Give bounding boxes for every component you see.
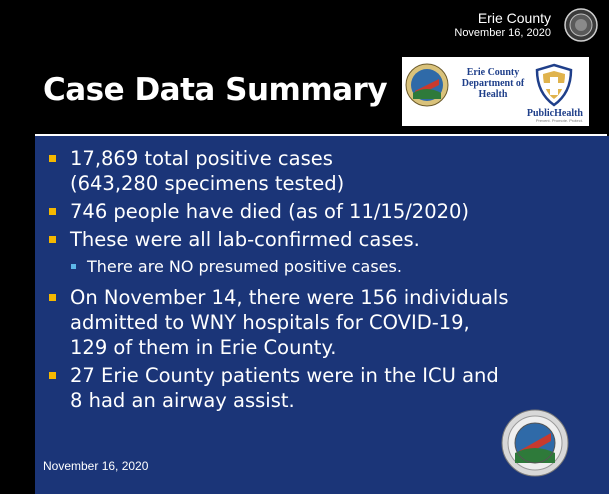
bullet-marker	[49, 208, 56, 215]
health-shield-icon	[534, 63, 574, 107]
bullet-lab-confirmed	[35, 227, 508, 252]
public-health-tagline: Prevent. Promote. Protect.	[535, 118, 583, 123]
bullet-marker	[49, 236, 56, 243]
dept-name: Erie County Department of Health	[461, 67, 525, 100]
bullet-text: These were all lab-confirmed cases.	[70, 228, 420, 251]
public-health-label: PublicHealth	[526, 108, 583, 119]
bullet-text: There are NO presumed positive cases.	[87, 257, 402, 276]
sub-bullet-presumed	[35, 256, 508, 278]
bullet-marker	[49, 294, 56, 301]
org-name: Erie County	[477, 10, 551, 26]
bullet-marker	[49, 155, 56, 162]
header-org	[454, 10, 551, 40]
sub-bullet-marker	[71, 264, 76, 269]
bullet-total-cases	[35, 146, 508, 196]
county-seal-icon	[405, 63, 449, 107]
bullet-text: 27 Erie County patients were in the ICU and 8 had an airway assist.	[70, 364, 499, 412]
bullet-icu	[35, 363, 508, 413]
bullet-marker	[49, 372, 56, 379]
header-date: November 16, 2020	[454, 27, 551, 39]
slide-title: Case Data Summary	[43, 72, 388, 108]
bullet-deaths	[35, 199, 508, 224]
county-seal-icon	[501, 409, 569, 477]
content-panel	[35, 136, 609, 494]
bullet-text: 17,869 total positive cases (643,280 specimens tested)	[70, 147, 345, 195]
bullet-text: 746 people have died (as of 11/15/2020)	[70, 200, 470, 223]
footer-date: November 16, 2020	[43, 459, 149, 473]
bullet-list	[35, 146, 508, 416]
health-department-logo	[402, 57, 589, 126]
bullet-text: On November 14, there were 156 individuals admitted to WNY hospitals for COVID-19, 129 of them in Erie County.	[70, 286, 509, 359]
bullet-hospitalized	[35, 285, 508, 360]
county-seal-icon	[564, 8, 598, 42]
